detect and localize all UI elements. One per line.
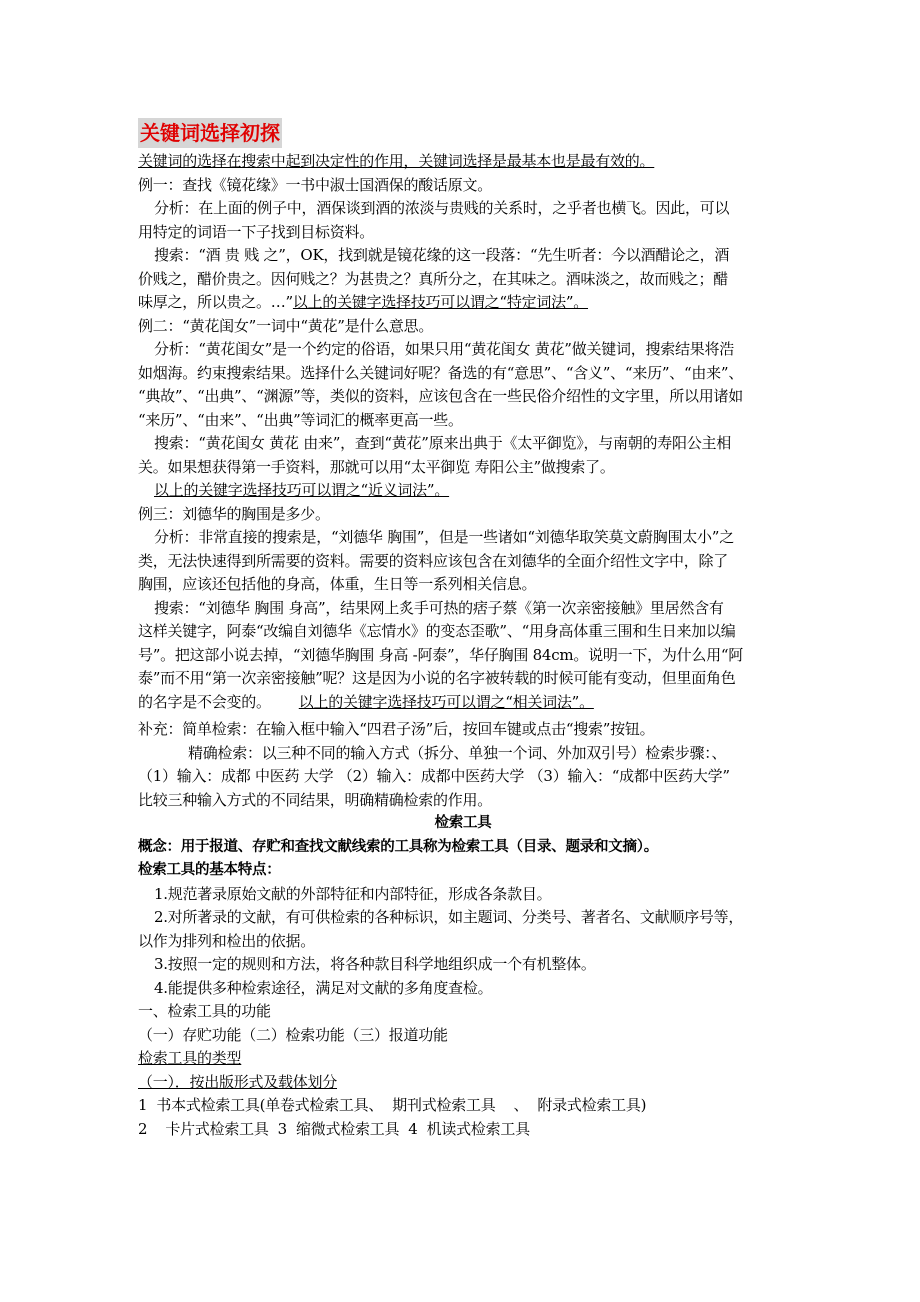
page-title: 关键词选择初探 <box>138 118 282 148</box>
document-page <box>138 118 788 1141</box>
example-3-summary: 以上的关键字选择技巧可以谓之“相关词法”。 <box>298 692 594 711</box>
example-1-question: 例一：查找《镜花缘》一书中淑士国酒保的酸话原文。 <box>138 175 493 194</box>
example-1-search: 搜索：“酒 贵 贱 之”，OK，找到就是镜花缘的这一段落：“先生听者：今以酒醋论之，酒 <box>154 246 730 264</box>
feature-item: 3.按照一定的规则和方法，将各种款目科学地组织成一个有机整体。 <box>154 955 596 973</box>
example-2-summary: 以上的关键字选择技巧可以谓之“近义词法”。 <box>154 481 450 499</box>
example-2-analysis: 分析：“黄花闺女”是一个约定的俗语，如果只用“黄花闺女 黄花”做关键词，搜索结果将浩 <box>154 340 734 358</box>
supplement-precise-search: 精确检索：以三种不同的输入方式（拆分、单独一个词、外加双引号）检索步骤：、 <box>188 743 727 762</box>
features-title: 检索工具的基本特点： <box>138 862 281 878</box>
example-2-analysis-cont: “来历”、“由来”、“出典”等词汇的概率更高一些。 <box>138 410 463 429</box>
feature-item: 1.规范著录原始文献的外部特征和内部特征，形成各条款目。 <box>154 884 552 903</box>
types-list: 2 卡片式检索工具 3 缩微式检索工具 4 机读式检索工具 <box>138 1119 530 1138</box>
functions-title: 一、检索工具的功能 <box>138 1002 271 1020</box>
example-3-search-text: 的名字是不会变的。 <box>138 692 271 711</box>
feature-item: 4.能提供多种检索途径，满足对文献的多角度查检。 <box>154 978 493 997</box>
intro-text: 关键词的选择在搜索中起到决定性的作用，关键词选择是最基本也是最有效的。 <box>138 152 655 170</box>
example-3-search-cont: 这样关键字，阿泰“改编自刘德华《忘情水》的变态歪歌”、“用身高体重三围和生日来加以编 <box>138 622 736 640</box>
example-3-analysis-cont: 胸围，应该还包括他的身高，体重，生日等一系列相关信息。 <box>138 575 537 593</box>
example-1-analysis: 分析：在上面的例子中，酒保谈到酒的浓淡与贵贱的关系时，之乎者也横飞。因此，可以 <box>154 199 730 217</box>
feature-item-cont: 以作为排列和检出的依据。 <box>138 931 316 950</box>
supplement-steps: （1）输入：成都 中医药 大学 （2）输入：成都中医药大学 （3）输入：“成都中医药大学” <box>138 767 730 785</box>
example-1-quote-end: 味厚之，所以贵之。…” <box>138 293 293 311</box>
example-3-question: 例三：刘德华的胸围是多少。 <box>138 504 330 523</box>
types-title: 检索工具的类型 <box>138 1049 242 1067</box>
example-2-search: 搜索：“黄花闺女 黄花 由来”，查到“黄花”原来出典于《太平御览》，与南朝的寿阳公主相 <box>154 434 731 452</box>
feature-item: 2.对所著录的文献，有可供检索的各种标识，如主题词、分类号、著者名、文献顺序号等， <box>154 908 744 926</box>
example-3-search-end <box>138 691 788 715</box>
example-1-search-end <box>138 291 788 315</box>
example-2-analysis-cont: “典故”、“出典”、“渊源”等，类似的资料，应该包含在一些民俗介绍性的文字里，所以用诸如 <box>138 387 744 405</box>
example-2-question: 例二：“黄花闺女”一词中“黄花”是什么意思。 <box>138 316 434 335</box>
example-3-search-cont: 泰”而不用“第一次亲密接触”呢？这是因为小说的名字被转载的时候可能有变动，但里面角色 <box>138 669 736 687</box>
types-list: 1 书本式检索工具(单卷式检索工具、 期刊式检索工具 、 附录式检索工具) <box>138 1096 647 1114</box>
example-1-search-cont: 价贱之，醋价贵之。因何贱之？为甚贵之？真所分之，在其味之。酒味淡之，故而贱之；醋 <box>138 269 729 288</box>
example-3-search: 搜索：“刘德华 胸围 身高”，结果网上炙手可热的痞子蔡《第一次亲密接触》里居然含有 <box>154 598 724 617</box>
example-3-analysis-cont: 类，无法快速得到所需要的资料。需要的资料应该包含在刘德华的全面介绍性文字中，除了 <box>138 551 729 570</box>
supplement-compare: 比较三种输入方式的不同结果，明确精确检索的作用。 <box>138 790 493 809</box>
example-3-analysis: 分析：非常直接的搜索是，“刘德华 胸围”，但是一些诸如“刘德华取笑莫文蔚胸围太小”之 <box>154 528 734 546</box>
supplement-simple-search: 补充：简单检索：在输入框中输入“四君子汤”后，按回车键或点击“搜索”按钮。 <box>138 720 655 738</box>
section-heading-retrieval-tools: 检索工具 <box>434 815 492 831</box>
example-2-analysis-cont: 如烟海。约束搜索结果。选择什么关键词好呢？备选的有“意思”、“含义”、“来历”、“由来”、 <box>138 363 744 382</box>
types-subtitle: （一）．按出版形式及载体划分 <box>138 1072 338 1091</box>
functions-list: （一）存贮功能（二）检索功能（三）报道功能 <box>138 1025 448 1044</box>
concept-definition: 概念：用于报道、存贮和查找文献线索的工具称为检索工具（目录、题录和文摘）。 <box>138 838 658 855</box>
example-2-search-cont: 关。如果想获得第一手资料，那就可以用“太平御览 寿阳公主”做搜索了。 <box>138 457 615 476</box>
example-1-analysis-cont: 用特定的词语一下子找到目标资料。 <box>138 222 375 241</box>
example-1-summary: 以上的关键字选择技巧可以谓之“特定词法”。 <box>292 293 589 311</box>
example-3-search-cont: 号”。把这部小说去掉，“刘德华胸围 身高 -阿泰”，华仔胸围 84cm。说明一下，为什么用“阿 <box>138 645 744 664</box>
